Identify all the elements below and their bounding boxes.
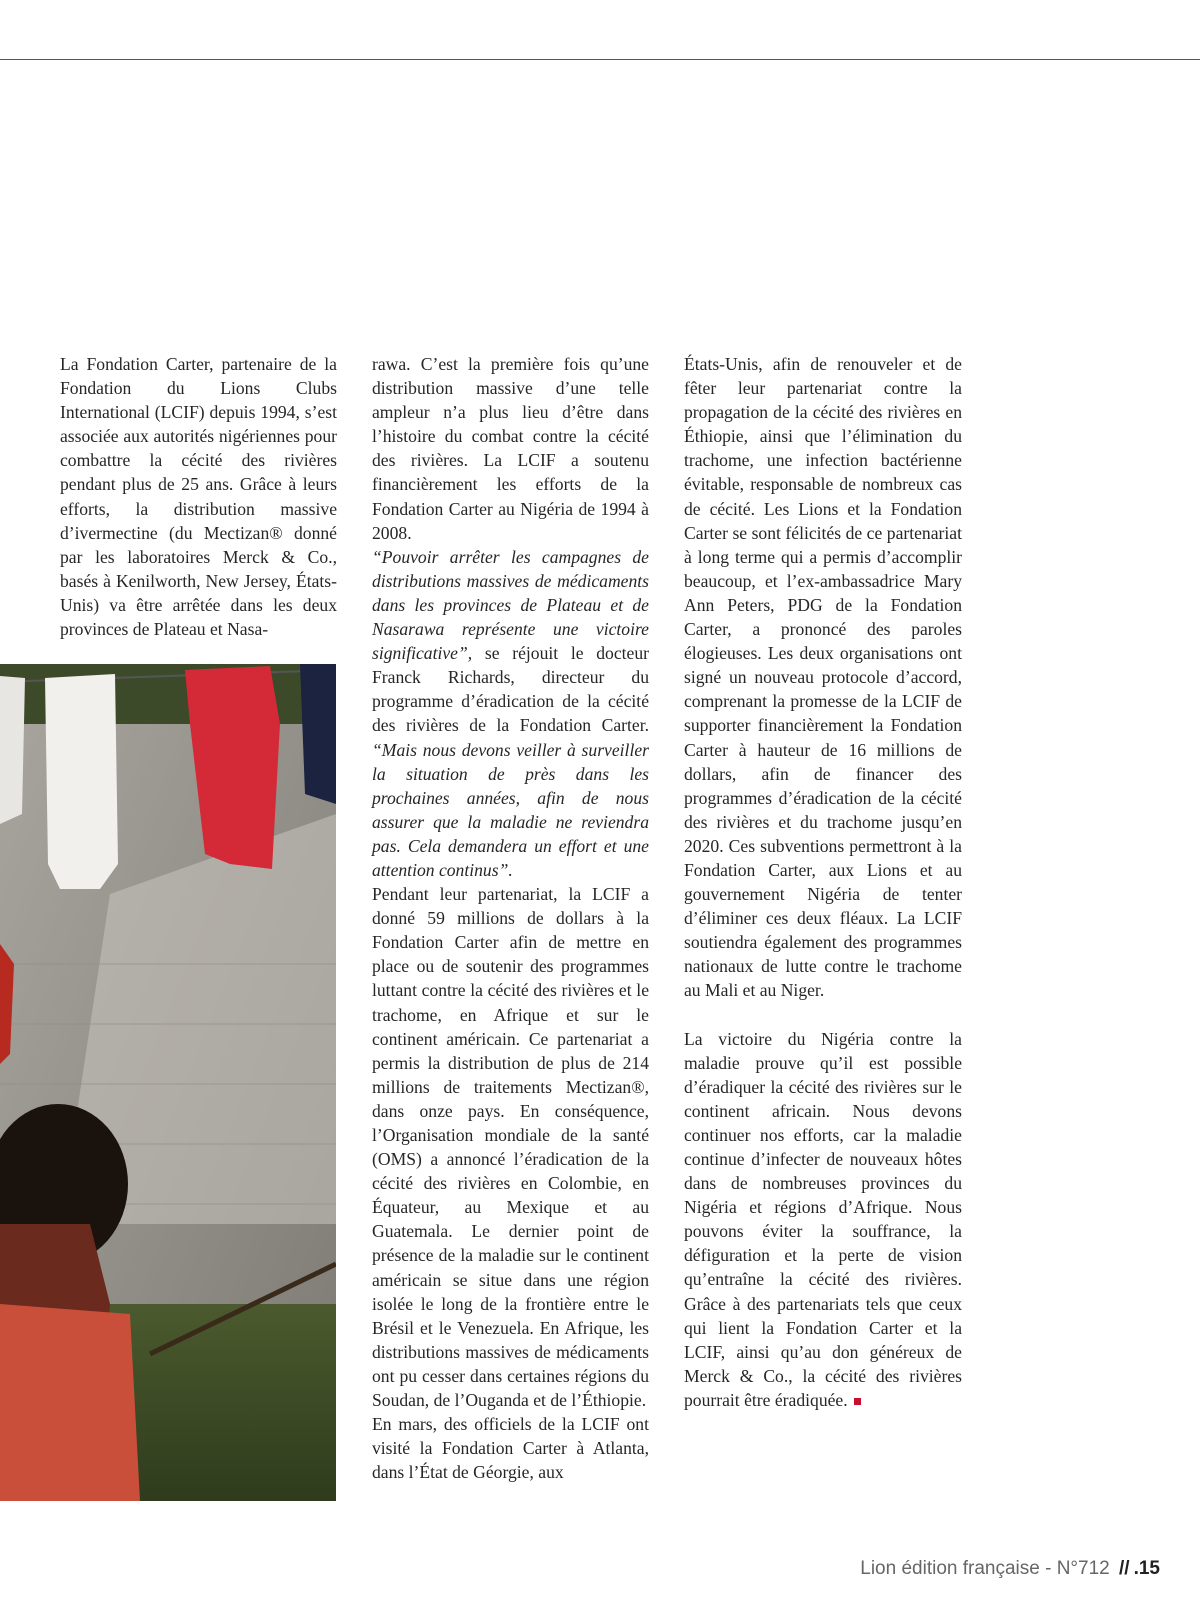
column-1-paragraph: La Fondation Carter, partenaire de la Fondation du Lions Clubs International (LCIF) depuis 1994, s’est associée aux autorités nigériennes pour combattre la cécité des rivières pendant plus de 25 ans. Grâce à leurs efforts, la distribution massive d’ivermectine (du Mectizan® donné par les laboratoires Merck & Co., basés à Kenilworth, New Jersey, États-Unis) va être arrêtée dans les deux provinces de Plateau et Nasa- — [60, 354, 337, 640]
photo-illustration — [0, 664, 336, 1501]
column-3-paragraph-1: États-Unis, afin de renouveler et de fêter leur partenariat contre la propagation de la cécité des rivières en Éthiopie, ainsi que l’élimination du trachome, une infection bactérienne évitable, responsable de nombreux cas de cécité. Les Lions et la Fondation Carter se sont félicités de ce partenariat à long terme qui a permis d’accomplir beaucoup, et l’ex-ambassadrice Mary Ann Peters, PDG de la Fondation Carter, a prononcé des paroles élogieuses. Les deux organisations ont signé un nouveau protocole d’accord, comprenant la promesse de la LCIF de supporter financièrement la Fondation Carter à hauteur de 16 millions de dollars, afin de financer des programmes d’éradication de la cécité des rivières et du trachome jusqu’en 2020. Ces subventions permettront à la Fondation Carter, aux Lions et au gouvernement Nigéria de tenter d’éliminer ces deux fléaux. La LCIF soutiendra également des programmes nationaux de lutte contre le trachome au Mali et au Niger. — [684, 354, 962, 1001]
children-clothesline-photo — [0, 664, 336, 1501]
closing-paragraph-text: La victoire du Nigéria contre la maladie prouve qu’il est possible d’éradiquer la cécité des rivières sur le continent africain. Nous devons continuer nos efforts, car la maladie continue d’infecter de nouveaux hôtes dans de nombreuses provinces du Nigéria et régions d’Afrique. Nous pouvons éviter la souffrance, la défiguration et la perte de vision qu’entraîne la cécité des rivières. Grâce à des partenariats tels que ceux qui lient la Fondation Carter et la LCIF, ainsi qu’au don généreux de Merck & Co., la cécité des rivières pourrait être éradiquée. — [684, 1028, 962, 1410]
column-2-paragraph-4: En mars, des officiels de la LCIF ont visité la Fondation Carter à Atlanta, dans l’État de Géorgie, aux — [372, 1414, 649, 1483]
top-rule — [0, 59, 1200, 60]
column-2-paragraph-3: Pendant leur partenariat, la LCIF a donné 59 millions de dollars à la Fondation Carter afin de mettre en place ou de soutenir des programmes luttant contre la cécité des rivières et le trachome, en Afrique et sur le continent américain. Ce partenariat a permis la distribution de plus de 214 millions de traitements Mectizan®, dans onze pays. En conséquence, l’Organisation mondiale de la santé (OMS) a annoncé l’éradication de la cécité des rivières en Colombie, en Équateur, au Mexique et au Guatemala. Le dernier point de présence de la maladie sur le continent américain se situe dans une région isolée le long de la frontière entre le Brésil et le Venezuela. En Afrique, les distributions massives de médicaments ont pu cesser dans certaines régions du Soudan, de l’Ouganda et de l’Éthiopie. — [372, 884, 649, 1411]
page-footer — [860, 1558, 1160, 1580]
column-3-paragraph-2 — [684, 1027, 962, 1413]
end-of-article-square-icon — [854, 1398, 861, 1405]
column-2-paragraph-1: rawa. C’est la première fois qu’une distribution massive d’une telle ampleur n’a plus lieu d’être dans l’histoire du combat contre la cécité des rivières. La LCIF a soutenu financièrement les efforts de la Fondation Carter au Nigéria de 1994 à 2008. — [372, 354, 649, 543]
article-column-1 — [60, 352, 337, 641]
column-2-paragraph-2: se réjouit le docteur Franck Richards, directeur du programme d’éradication de la cécité des rivières de la Fondation Carter. — [372, 643, 649, 736]
column-2-quote-paragraph — [372, 545, 649, 882]
quote-1: “Pouvoir arrêter les campagnes de distributions massives de médicaments dans les provinces de Plateau et de Nasarawa représente une victoire significative”, — [372, 546, 649, 664]
page-number: .15 — [1133, 1558, 1160, 1579]
quote-2: “Mais nous devons veiller à surveiller la situation de près dans les prochaines années, afin de nous assurer que la maladie ne reviendra pas. Cela demandera un effort et une attention continus”. — [372, 739, 649, 880]
publication-name: Lion édition française - N°712 — [860, 1558, 1110, 1579]
footer-separator: // — [1119, 1558, 1130, 1579]
paragraph-gap — [684, 1003, 962, 1027]
article-column-2 — [372, 352, 649, 1484]
article-column-3 — [684, 352, 962, 1412]
